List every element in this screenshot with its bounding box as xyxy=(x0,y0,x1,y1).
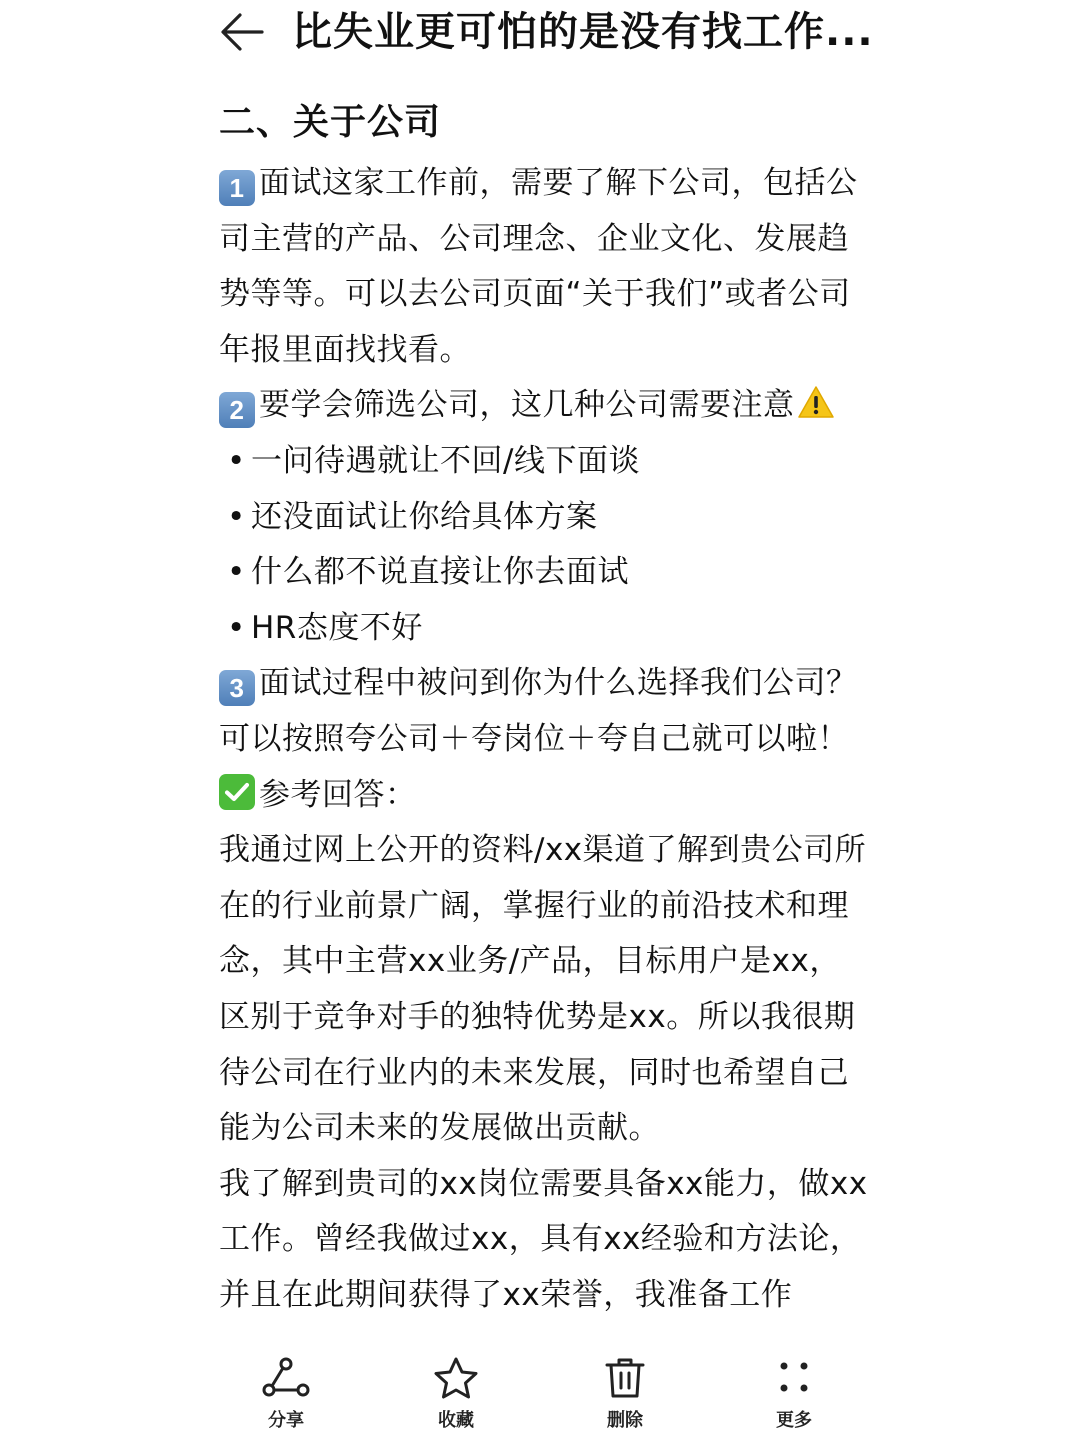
list-item-text: HR态度不好 xyxy=(251,609,423,646)
warning-icon xyxy=(797,385,835,419)
bullet-icon: • xyxy=(227,554,246,591)
delete-button[interactable] xyxy=(565,1356,685,1440)
list-item xyxy=(219,545,869,601)
answer-label-line xyxy=(219,768,869,824)
warning-list xyxy=(219,434,869,656)
note-content xyxy=(219,92,869,1332)
page-title: 比失业更可怕的是没有找工作... xyxy=(292,9,874,55)
paragraph-item-1 xyxy=(219,156,869,378)
favorite-button[interactable] xyxy=(396,1356,516,1440)
answer-paragraph-1: 我通过网上公开的资料/xx渠道了解到贵公司所在的行业前景广阔，掌握行业的前沿技术和理念，其中主营xx业务/产品，目标用户是xx，区别于竞争对手的独特优势是xx。所以我很期待公司在行业内的未来发展，同时也希望自己能为公司未来的发展做出贡献。 xyxy=(219,832,867,1147)
bullet-icon: • xyxy=(227,609,246,646)
more-button[interactable] xyxy=(734,1356,854,1440)
answer-paragraph-2: 我了解到贵司的xx岗位需要具备xx能力，做xx工作。曾经我做过xx，具有xx经验和方法论，并且在此期间获得了xx荣誉，我准备工作 xyxy=(219,1165,868,1313)
number-1-badge-icon: 1 xyxy=(219,170,255,206)
list-item-text: 一问待遇就让不回/线下面谈 xyxy=(251,442,640,479)
list-item xyxy=(219,434,869,490)
top-bar xyxy=(0,0,1080,70)
section-title: 二、关于公司 xyxy=(219,102,442,143)
bullet-icon: • xyxy=(227,498,246,535)
number-3-badge-icon: 3 xyxy=(219,670,255,706)
list-item-text: 什么都不说直接让你去面试 xyxy=(251,554,629,591)
answer-label: 参考回答： xyxy=(259,776,417,813)
list-item-text: 还没面试让你给具体方案 xyxy=(251,498,598,535)
list-item xyxy=(219,490,869,546)
bullet-icon: • xyxy=(227,442,246,479)
item-2-text: 要学会筛选公司，这几种公司需要注意 xyxy=(259,387,795,424)
favorite-label: 收藏 xyxy=(438,1410,474,1431)
paragraph-item-2 xyxy=(219,378,869,434)
share-icon xyxy=(261,1356,311,1400)
more-dots-icon xyxy=(769,1356,819,1400)
list-item xyxy=(219,601,869,657)
delete-label: 删除 xyxy=(607,1410,643,1431)
item-3-text: 面试过程中被问到你为什么选择我们公司？可以按照夸公司＋夸岗位＋夸自己就可以啦！ xyxy=(219,665,858,757)
trash-icon xyxy=(600,1356,650,1400)
number-2-badge-icon: 2 xyxy=(219,392,255,428)
check-mark-icon xyxy=(219,774,255,810)
paragraph-item-3 xyxy=(219,656,869,767)
star-icon xyxy=(431,1356,481,1400)
item-1-text: 面试这家工作前，需要了解下公司，包括公司主营的产品、公司理念、企业文化、发展趋势等等。可以去公司页面“关于我们”或者公司年报里面找找看。 xyxy=(219,165,858,368)
back-arrow-icon[interactable] xyxy=(218,10,266,54)
bottom-action-bar xyxy=(0,1344,1080,1440)
content-cutoff xyxy=(0,1318,1080,1344)
share-button[interactable] xyxy=(226,1356,346,1440)
more-label: 更多 xyxy=(776,1410,812,1431)
share-label: 分享 xyxy=(268,1410,304,1431)
